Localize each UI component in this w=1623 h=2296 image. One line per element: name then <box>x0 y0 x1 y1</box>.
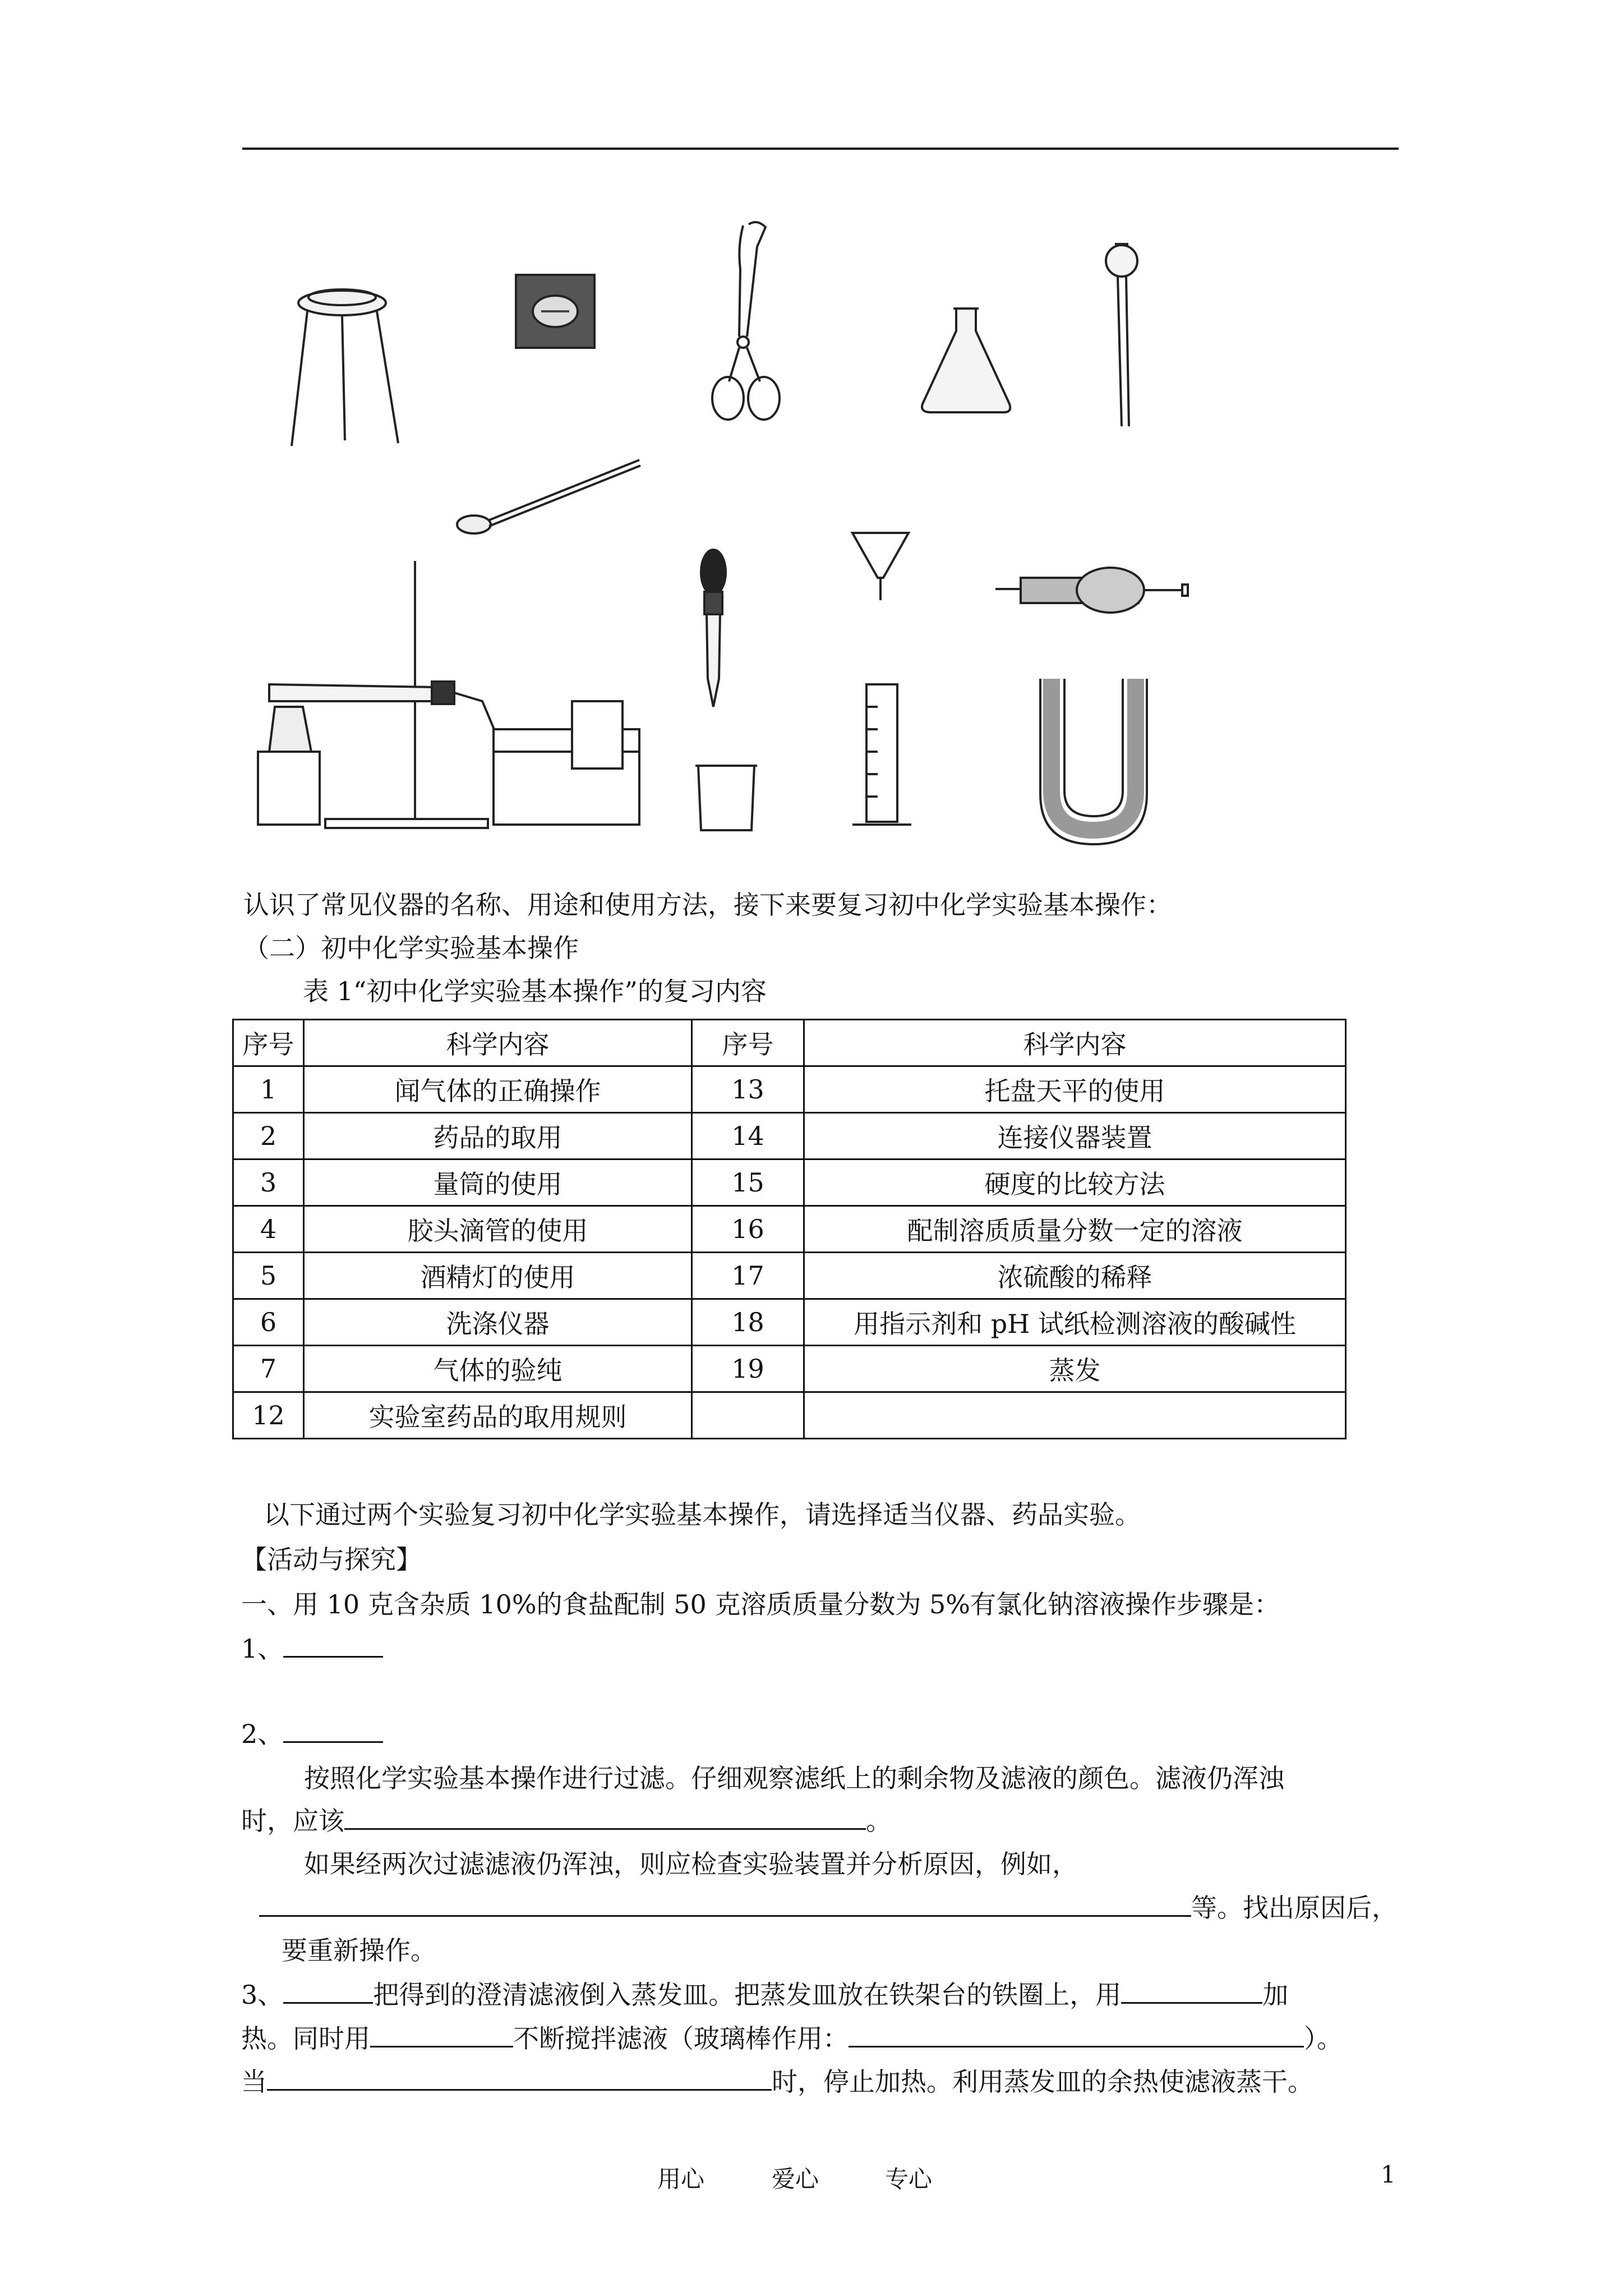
table-cell: 连接仪器装置 <box>804 1113 1346 1159</box>
table-cell: 胶头滴管的使用 <box>304 1206 692 1253</box>
table-cell: 托盘天平的使用 <box>804 1066 1346 1113</box>
table-cell: 18 <box>692 1299 804 1346</box>
table-header-cell: 科学内容 <box>304 1020 692 1066</box>
step-3-line-c <box>241 2064 1313 2099</box>
table-row <box>233 1346 1346 1392</box>
table-cell: 闻气体的正确操作 <box>304 1066 692 1113</box>
funnel-icon <box>852 533 909 600</box>
step-3-text-b1: 热。同时用 <box>241 2023 370 2054</box>
table-row <box>233 1159 1346 1206</box>
table-header-row <box>233 1020 1346 1066</box>
step-3-text-b2: 不断搅拌滤液（玻璃棒作用： <box>513 2023 849 2054</box>
stop-heating-blank[interactable] <box>267 2064 772 2091</box>
table-cell: 15 <box>692 1159 804 1206</box>
gas-generation-apparatus-icon <box>258 561 639 828</box>
table-cell: 5 <box>233 1253 304 1299</box>
rod-function-blank[interactable] <box>849 2021 1304 2047</box>
conical-flask-icon <box>922 309 1010 412</box>
table-cell: 4 <box>233 1206 304 1253</box>
table-cell: 6 <box>233 1299 304 1346</box>
table-header-cell: 序号 <box>692 1020 804 1066</box>
table-cell: 1 <box>233 1066 304 1113</box>
table-row <box>233 1392 1346 1439</box>
table-cell <box>804 1392 1346 1439</box>
step-1-blank[interactable] <box>283 1631 383 1658</box>
graduated-cylinder-icon <box>852 684 911 825</box>
table-row <box>233 1299 1346 1346</box>
operations-table <box>232 1019 1347 1439</box>
step-1 <box>241 1631 383 1665</box>
table-cell: 12 <box>233 1392 304 1439</box>
table-cell: 蒸发 <box>804 1346 1346 1392</box>
table-cell: 3 <box>233 1159 304 1206</box>
header-rule <box>242 148 1399 150</box>
table-header-cell: 序号 <box>233 1020 304 1066</box>
table-cell: 17 <box>692 1253 804 1299</box>
table-cell: 洗涤仪器 <box>304 1299 692 1346</box>
table-row <box>233 1113 1346 1159</box>
dropper-icon <box>701 550 726 707</box>
combustion-tube-icon <box>995 568 1188 613</box>
footer-item-2: 爱心 <box>772 2165 819 2193</box>
redo-text: 要重新操作。 <box>282 1935 436 1966</box>
table-row <box>233 1206 1346 1253</box>
activity-title: 【活动与探究】 <box>241 1544 422 1575</box>
filter-para-b-prefix: 时，应该 <box>241 1806 344 1836</box>
footer-item-1: 用心 <box>657 2165 705 2193</box>
table-cell: 2 <box>233 1113 304 1159</box>
footer-item-3: 专心 <box>885 2165 933 2193</box>
step-3-text-b3: ）。 <box>1304 2023 1343 2054</box>
table-cell: 气体的验纯 <box>304 1346 692 1392</box>
page-number: 1 <box>1381 2161 1396 2188</box>
table-cell: 酒精灯的使用 <box>304 1253 692 1299</box>
step-3-label: 3、 <box>241 1980 284 2010</box>
beaker-icon <box>695 766 757 830</box>
step-3-line-a <box>241 1977 1288 2012</box>
filter-blank[interactable] <box>344 1803 866 1830</box>
intro-text: 认识了常见仪器的名称、用途和使用方法，接下来要复习初中化学实验基本操作： <box>243 890 1172 920</box>
filter-para-a: 按照化学实验基本操作进行过滤。仔细观察滤纸上的剩余物及滤液的颜色。滤液仍浑浊 <box>304 1763 1284 1793</box>
table-cell: 硬度的比较方法 <box>804 1159 1346 1206</box>
after-table-text: 以下通过两个实验复习初中化学实验基本操作，请选择适当仪器、药品实验。 <box>264 1499 1141 1530</box>
table-cell <box>692 1392 804 1439</box>
step-3-text-c1: 当 <box>241 2067 267 2097</box>
twice-text: 如果经两次过滤滤液仍浑浊，则应检查实验装置并分析原因，例如， <box>304 1849 1078 1879</box>
table-cell: 14 <box>692 1113 804 1159</box>
table-cell: 药品的取用 <box>304 1113 692 1159</box>
step-2-blank[interactable] <box>283 1717 383 1743</box>
step-3-line-b <box>241 2021 1343 2055</box>
twice-suffix: 等。找出原因后， <box>1191 1893 1398 1923</box>
stir-tool-blank[interactable] <box>370 2021 513 2047</box>
heat-tool-blank[interactable] <box>1121 1977 1262 2004</box>
crucible-tongs-icon <box>712 222 780 420</box>
table-cell: 实验室药品的取用规则 <box>304 1392 692 1439</box>
drying-tube-icon <box>1106 244 1137 426</box>
table-header-cell: 科学内容 <box>804 1020 1346 1066</box>
step-2 <box>241 1717 383 1751</box>
step-2-label: 2、 <box>241 1719 284 1749</box>
table-caption: 表 1“初中化学实验基本操作”的复习内容 <box>303 976 767 1006</box>
step-3-text-a-end: 加 <box>1262 1980 1289 2010</box>
step-3-blank[interactable] <box>283 1977 373 2004</box>
lab-instruments-illustration <box>236 213 1223 853</box>
table-cell: 量筒的使用 <box>304 1159 692 1206</box>
table-cell: 16 <box>692 1206 804 1253</box>
reason-blank[interactable] <box>259 1890 1191 1917</box>
filter-para-b-suffix: 。 <box>866 1806 892 1836</box>
table-row <box>233 1066 1346 1113</box>
twice-line <box>259 1890 1398 1925</box>
step-3-text-c2: 时，停止加热。利用蒸发皿的余热使滤液蒸干。 <box>772 2067 1313 2097</box>
task-1-text: 一、用 10 克含杂质 10%的食盐配制 50 克溶质质量分数为 5%有氯化钠溶液操作步骤是： <box>241 1589 1280 1619</box>
table-cell: 13 <box>692 1066 804 1113</box>
table-row <box>233 1253 1346 1299</box>
table-cell: 19 <box>692 1346 804 1392</box>
asbestos-gauze-icon <box>516 275 594 348</box>
u-tube-icon <box>1040 679 1147 844</box>
table-cell: 配制溶质质量分数一定的溶液 <box>804 1206 1346 1253</box>
step-1-label: 1、 <box>241 1634 284 1664</box>
spatula-icon <box>457 460 640 533</box>
table-cell: 浓硫酸的稀释 <box>804 1253 1346 1299</box>
table-cell: 7 <box>233 1346 304 1392</box>
filter-para-b <box>241 1803 892 1838</box>
step-3-text-a: 把得到的澄清滤液倒入蒸发皿。把蒸发皿放在铁架台的铁圈上，用 <box>373 1980 1122 2010</box>
table-cell: 用指示剂和 pH 试纸检测溶液的酸碱性 <box>804 1299 1346 1346</box>
section-title: （二）初中化学实验基本操作 <box>243 933 579 963</box>
tripod-icon <box>292 289 398 446</box>
